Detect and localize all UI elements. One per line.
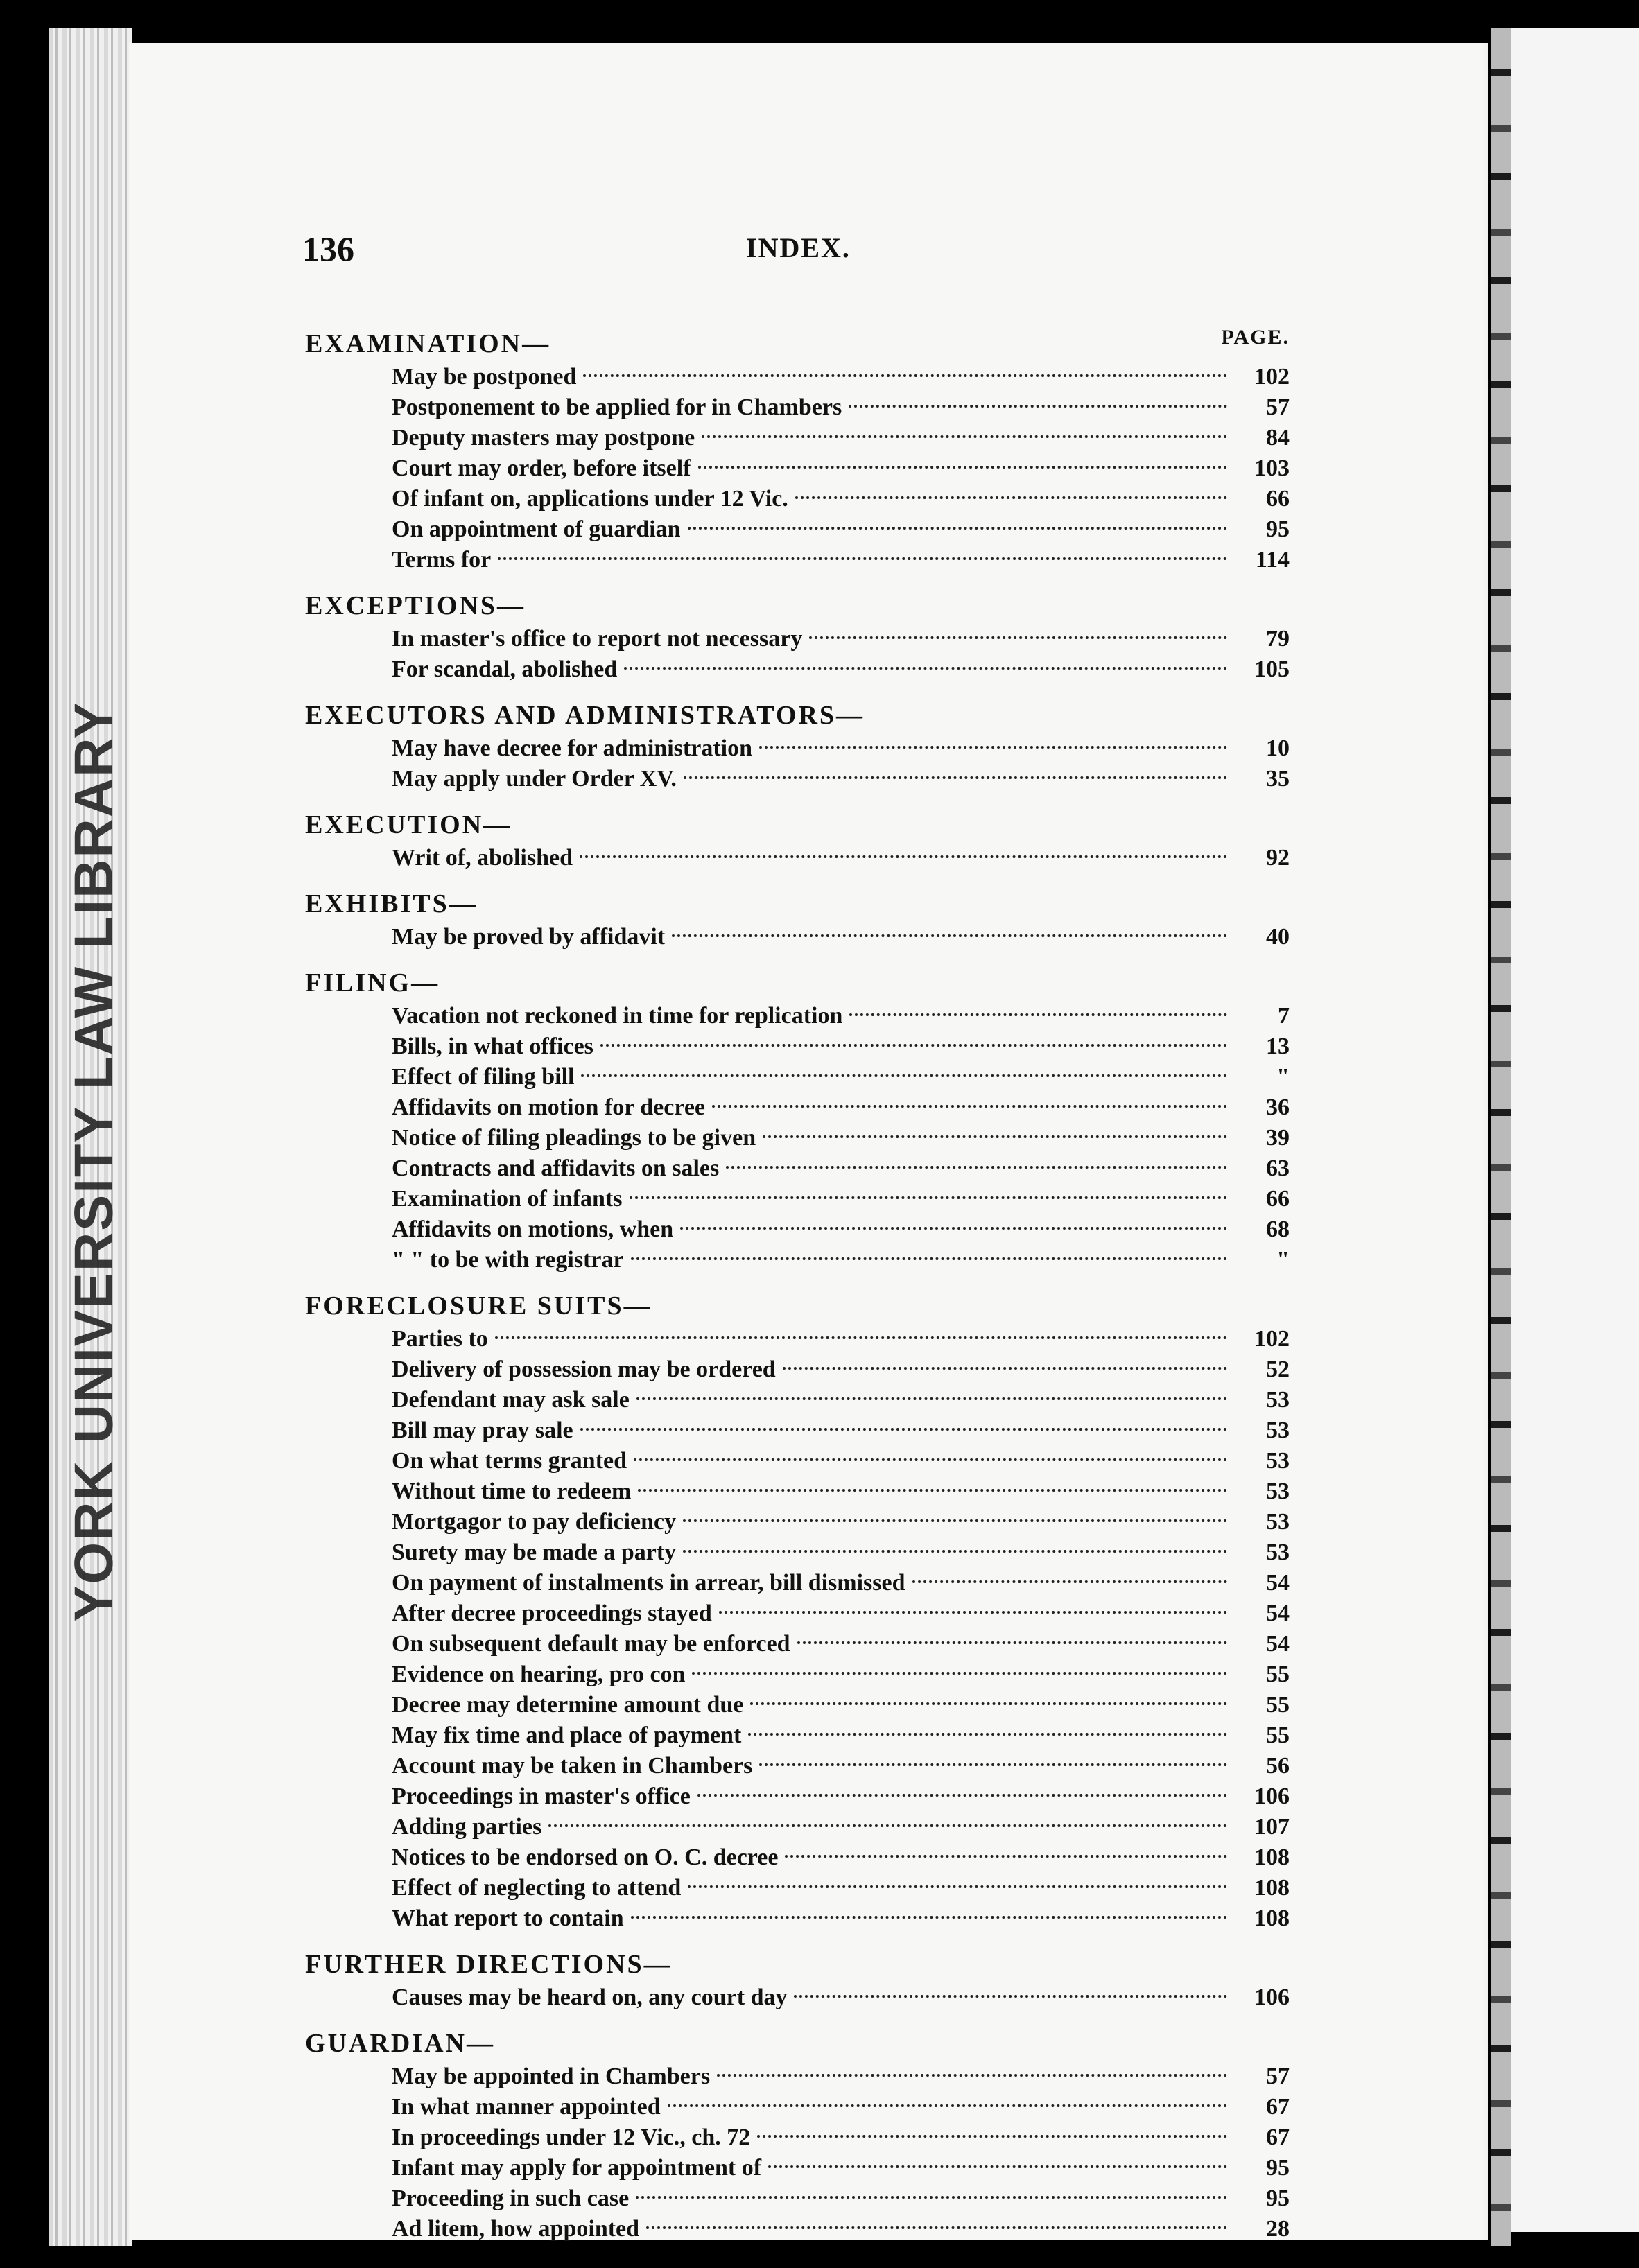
entry-page: 106 <box>1254 1783 1290 1809</box>
index-entry <box>305 1153 1290 1184</box>
entry-page: 53 <box>1266 1539 1290 1565</box>
entry-text: " " to be with registrar <box>392 1247 624 1273</box>
index-entry <box>305 2092 1290 2122</box>
entry-page: 95 <box>1266 2155 1290 2181</box>
index-section <box>305 326 1290 575</box>
entry-page: 13 <box>1266 1033 1290 1059</box>
entry-text: May be proved by affidavit <box>392 924 666 950</box>
entry-page: 40 <box>1266 924 1290 950</box>
index-entry <box>305 1568 1290 1598</box>
entry-page: 54 <box>1266 1631 1290 1657</box>
index-entry <box>305 1031 1290 1062</box>
dot-leader <box>763 1135 1227 1138</box>
dot-leader <box>683 1550 1227 1553</box>
index-entry <box>305 1385 1290 1415</box>
dot-leader <box>631 1916 1227 1919</box>
dot-leader <box>712 1105 1227 1108</box>
entry-text: Account may be taken in Chambers <box>392 1753 753 1779</box>
entry-text: What report to contain <box>392 1905 624 1931</box>
index-entry <box>305 2214 1290 2244</box>
entry-page: 63 <box>1266 1155 1290 1181</box>
index-section <box>305 588 1290 685</box>
index-section <box>305 1946 1290 2013</box>
entry-page: 68 <box>1266 1216 1290 1242</box>
entry-text: Affidavits on motion for decree <box>392 1094 706 1120</box>
entry-text: Defendant may ask sale <box>392 1387 630 1413</box>
entry-page: 56 <box>1266 1753 1290 1779</box>
entry-text: Delivery of possession may be ordered <box>392 1357 776 1382</box>
dot-leader <box>688 527 1227 530</box>
dot-leader <box>759 746 1227 749</box>
entry-text: Effect of filing bill <box>392 1064 575 1090</box>
entry-text: Examination of infants <box>392 1186 623 1212</box>
index-entry <box>305 2122 1290 2153</box>
entry-text: For scandal, abolished <box>392 656 618 682</box>
dot-leader <box>698 466 1227 469</box>
dot-leader <box>631 1257 1227 1260</box>
index-entry <box>305 1354 1290 1385</box>
dot-leader <box>795 496 1227 499</box>
dot-leader <box>495 1336 1227 1339</box>
dot-leader <box>630 1196 1228 1199</box>
dot-leader <box>624 667 1227 670</box>
entry-text: Mortgagor to pay deficiency <box>392 1509 677 1535</box>
entry-page: 92 <box>1266 845 1290 871</box>
entry-page: 55 <box>1266 1722 1290 1748</box>
entry-text: May be appointed in Chambers <box>392 2064 711 2089</box>
index-entry <box>305 922 1290 952</box>
entry-text: Infant may apply for appointment of <box>392 2155 762 2181</box>
section-heading: GUARDIAN— <box>305 2029 495 2058</box>
entry-text: Surety may be made a party <box>392 1539 677 1565</box>
entry-page: 79 <box>1266 626 1290 652</box>
entry-page: " <box>1276 1064 1290 1090</box>
entry-text: After decree proceedings stayed <box>392 1600 712 1626</box>
dot-leader <box>783 1367 1227 1370</box>
index-entry <box>305 1720 1290 1751</box>
index-entry <box>305 453 1290 484</box>
dot-leader <box>684 776 1227 779</box>
entry-text: In what manner appointed <box>392 2094 661 2120</box>
entry-page: 95 <box>1266 516 1290 542</box>
entry-text: Adding parties <box>392 1814 542 1840</box>
entry-text: Writ of, abolished <box>392 845 573 871</box>
dot-leader <box>580 855 1227 858</box>
library-stamp-text: YORK UNIVERSITY LAW LIBRARY <box>62 700 124 1622</box>
page-column-label: PAGE. <box>1221 326 1290 349</box>
index-list <box>305 326 1290 2257</box>
entry-page: 102 <box>1254 1326 1290 1352</box>
index-entry <box>305 1659 1290 1690</box>
dot-leader <box>719 1611 1227 1614</box>
entry-text: Ad litem, how appointed <box>392 2216 640 2242</box>
index-entry <box>305 1446 1290 1476</box>
index-entry <box>305 1092 1290 1123</box>
entry-text: Affidavits on motions, when <box>392 1216 674 1242</box>
section-heading: EXECUTORS AND ADMINISTRATORS— <box>305 701 865 730</box>
index-entry <box>305 1598 1290 1629</box>
dot-leader <box>768 2165 1227 2168</box>
entry-page: 35 <box>1266 766 1290 792</box>
index-section <box>305 807 1290 873</box>
index-entry <box>305 423 1290 453</box>
index-entry <box>305 1123 1290 1153</box>
index-entry <box>305 545 1290 575</box>
dot-leader <box>757 2135 1227 2138</box>
dot-leader <box>692 1672 1227 1675</box>
dot-leader <box>636 1397 1227 1400</box>
entry-page: 107 <box>1254 1814 1290 1840</box>
index-entry <box>305 1214 1290 1245</box>
entry-text: Bills, in what offices <box>392 1033 593 1059</box>
entry-text: Bill may pray sale <box>392 1418 573 1443</box>
index-entry <box>305 484 1290 514</box>
index-entry <box>305 1507 1290 1537</box>
dot-leader <box>748 1733 1227 1736</box>
entry-page: 54 <box>1266 1570 1290 1596</box>
dot-leader <box>672 934 1227 937</box>
dot-leader <box>583 374 1227 377</box>
index-entry <box>305 1690 1290 1720</box>
entry-text: Notices to be endorsed on O. C. decree <box>392 1844 779 1870</box>
dot-leader <box>646 2226 1227 2229</box>
index-entry <box>305 1751 1290 1781</box>
entry-page: 108 <box>1254 1875 1290 1901</box>
entry-page: 53 <box>1266 1418 1290 1443</box>
index-entry <box>305 1476 1290 1507</box>
entry-page: 84 <box>1266 425 1290 451</box>
entry-page: 53 <box>1266 1509 1290 1535</box>
index-entry <box>305 392 1290 423</box>
section-heading: EXAMINATION— <box>305 329 551 358</box>
entry-page: 108 <box>1254 1844 1290 1870</box>
entry-text: May be postponed <box>392 364 577 390</box>
facing-page <box>1511 28 1639 2232</box>
index-entry <box>305 1982 1290 2013</box>
index-section <box>305 2025 1290 2244</box>
entry-page: 66 <box>1266 1186 1290 1212</box>
dot-leader <box>849 405 1227 408</box>
entry-page: 67 <box>1266 2125 1290 2150</box>
section-heading: EXECUTION— <box>305 810 512 839</box>
entry-page: 55 <box>1266 1692 1290 1718</box>
dot-leader <box>726 1166 1227 1169</box>
entry-text: On what terms granted <box>392 1448 627 1474</box>
entry-page: 54 <box>1266 1600 1290 1626</box>
index-entry <box>305 733 1290 764</box>
dot-leader <box>717 2074 1227 2077</box>
entry-page: 52 <box>1266 1357 1290 1382</box>
index-entry <box>305 2183 1290 2214</box>
index-entry <box>305 1245 1290 1275</box>
index-entry <box>305 764 1290 794</box>
dot-leader <box>697 1794 1227 1797</box>
entry-page: 7 <box>1278 1003 1290 1029</box>
entry-text: Parties to <box>392 1326 488 1352</box>
index-entry <box>305 1842 1290 1873</box>
dot-leader <box>668 2104 1227 2107</box>
entry-page: 10 <box>1266 735 1290 761</box>
dot-leader <box>581 1074 1227 1077</box>
index-section <box>305 697 1290 794</box>
dot-leader <box>809 636 1227 639</box>
section-heading: FILING— <box>305 968 440 997</box>
entry-text: Terms for <box>392 547 492 573</box>
index-entry <box>305 1184 1290 1214</box>
index-section <box>305 965 1290 1275</box>
entry-page: 95 <box>1266 2186 1290 2211</box>
entry-page: 114 <box>1255 547 1290 573</box>
entry-text: On payment of instalments in arrear, bill dismissed <box>392 1570 905 1596</box>
index-entry <box>305 1629 1290 1659</box>
entry-text: Evidence on hearing, pro con <box>392 1661 686 1687</box>
entry-text: Court may order, before itself <box>392 455 691 481</box>
index-entry <box>305 1781 1290 1812</box>
index-sections <box>305 326 1290 2244</box>
dot-leader <box>912 1580 1227 1583</box>
entry-page: 67 <box>1266 2094 1290 2120</box>
page-number: 136 <box>302 229 354 268</box>
dot-leader <box>548 1824 1227 1827</box>
entry-text: Without time to redeem <box>392 1478 632 1504</box>
dot-leader <box>688 1885 1227 1888</box>
section-heading: FURTHER DIRECTIONS— <box>305 1950 673 1979</box>
entry-text: Postponement to be applied for in Chambers <box>392 394 842 420</box>
index-entry <box>305 654 1290 685</box>
dot-leader <box>849 1013 1227 1016</box>
entry-page: 106 <box>1254 1984 1290 2010</box>
entry-page: 66 <box>1266 486 1290 512</box>
index-entry <box>305 1812 1290 1842</box>
dot-leader <box>634 1458 1227 1461</box>
entry-text: Deputy masters may postpone <box>392 425 695 451</box>
entry-text: In master's office to report not necessary <box>392 626 803 652</box>
index-entry <box>305 1062 1290 1092</box>
entry-text: May fix time and place of payment <box>392 1722 742 1748</box>
entry-page: 53 <box>1266 1387 1290 1413</box>
index-entry <box>305 1903 1290 1934</box>
dot-leader <box>600 1044 1227 1047</box>
index-entry <box>305 514 1290 545</box>
entry-text: Notice of filing pleadings to be given <box>392 1125 756 1151</box>
entry-page: 108 <box>1254 1905 1290 1931</box>
entry-text: Effect of neglecting to attend <box>392 1875 682 1901</box>
dot-leader <box>702 435 1227 438</box>
dot-leader <box>680 1227 1227 1230</box>
index-section <box>305 1288 1290 1934</box>
facing-page-edge <box>1491 28 1511 2246</box>
entry-text: Causes may be heard on, any court day <box>392 1984 788 2010</box>
section-heading: EXHIBITS— <box>305 889 478 918</box>
entry-page: 39 <box>1266 1125 1290 1151</box>
entry-text: Proceedings in master's office <box>392 1783 691 1809</box>
entry-page: 105 <box>1254 656 1290 682</box>
index-entry <box>305 1324 1290 1354</box>
entry-page: 57 <box>1266 394 1290 420</box>
index-entry <box>305 1873 1290 1903</box>
section-heading: EXCEPTIONS— <box>305 591 526 620</box>
entry-text: Proceeding in such case <box>392 2186 630 2211</box>
index-entry <box>305 2153 1290 2183</box>
index-entry <box>305 2061 1290 2092</box>
entry-page: 102 <box>1254 364 1290 390</box>
index-entry <box>305 624 1290 654</box>
entry-text: Vacation not reckoned in time for replication <box>392 1003 843 1029</box>
page-header <box>302 229 1273 270</box>
entry-text: Contracts and affidavits on sales <box>392 1155 720 1181</box>
entry-text: On appointment of guardian <box>392 516 681 542</box>
index-section <box>305 886 1290 952</box>
dot-leader <box>794 1995 1227 1998</box>
index-entry <box>305 843 1290 873</box>
library-stamp <box>42 700 146 1622</box>
entry-page: 55 <box>1266 1661 1290 1687</box>
dot-leader <box>750 1702 1227 1705</box>
dot-leader <box>797 1641 1227 1644</box>
entry-page: " <box>1276 1247 1290 1273</box>
dot-leader <box>580 1428 1227 1431</box>
dot-leader <box>683 1519 1227 1522</box>
section-heading: FORECLOSURE SUITS— <box>305 1291 652 1320</box>
running-title: INDEX. <box>746 232 851 263</box>
entry-page: 103 <box>1254 455 1290 481</box>
entry-text: Decree may determine amount due <box>392 1692 744 1718</box>
entry-text: May apply under Order XV. <box>392 766 677 792</box>
entry-page: 28 <box>1266 2216 1290 2242</box>
dot-leader <box>498 557 1227 560</box>
entry-page: 57 <box>1266 2064 1290 2089</box>
entry-text: Of infant on, applications under 12 Vic. <box>392 486 788 512</box>
entry-text: In proceedings under 12 Vic., ch. 72 <box>392 2125 751 2150</box>
entry-page: 53 <box>1266 1448 1290 1474</box>
index-entry <box>305 1415 1290 1446</box>
index-entry <box>305 1001 1290 1031</box>
entry-page: 53 <box>1266 1478 1290 1504</box>
dot-leader <box>759 1763 1227 1766</box>
entry-page: 36 <box>1266 1094 1290 1120</box>
index-entry <box>305 1537 1290 1568</box>
entry-text: May have decree for administration <box>392 735 752 761</box>
dot-leader <box>638 1489 1227 1492</box>
index-entry <box>305 362 1290 392</box>
dot-leader <box>785 1855 1227 1858</box>
dot-leader <box>636 2196 1227 2199</box>
entry-text: On subsequent default may be enforced <box>392 1631 790 1657</box>
